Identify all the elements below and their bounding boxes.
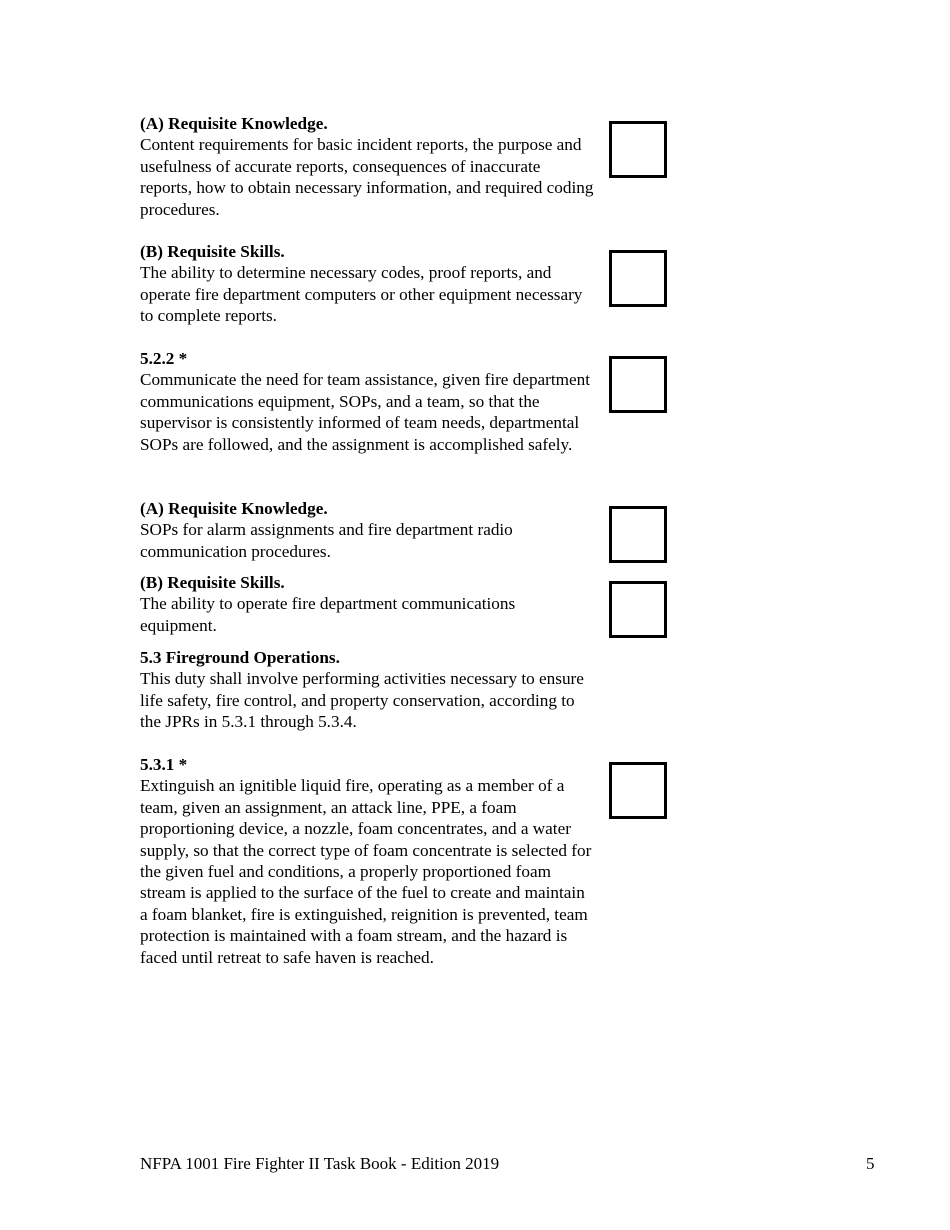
signoff-checkbox[interactable]	[609, 581, 667, 638]
section-text: SOPs for alarm assignments and fire department radio communication procedures.	[140, 520, 513, 561]
section-heading: 5.2.2 *	[140, 349, 188, 368]
section-5-3-1	[140, 754, 595, 968]
section-heading: 5.3 Fireground Operations.	[140, 648, 340, 667]
section-requisite-knowledge-1	[140, 113, 595, 220]
section-text: The ability to determine necessary codes, proof reports, and operate fire department computers or other equipment necessary to complete reports.	[140, 263, 583, 326]
section-heading: (A) Requisite Knowledge.	[140, 114, 328, 133]
section-5-2-2	[140, 348, 595, 455]
section-text: Extinguish an ignitible liquid fire, operating as a member of a team, given an assignment, an attack line, PPE, a foam proportioning device, a nozzle, foam concentrates, and a water supply, so that the correct type of foam concentrate is selected for the given fuel and conditions, a properly proportioned foam stream is applied to the surface of the fuel to create and maintain a foam blanket, fire is extinguished, reignition is prevented, team protection is maintained with a foam stream, and the hazard is faced until retreat to safe haven is reached.	[140, 776, 592, 967]
section-requisite-knowledge-2	[140, 498, 595, 562]
section-heading: (B) Requisite Skills.	[140, 573, 285, 592]
section-text: Content requirements for basic incident reports, the purpose and usefulness of accurate reports, consequences of inaccurate reports, how to obtain necessary information, and required coding procedures.	[140, 135, 594, 219]
signoff-checkbox[interactable]	[609, 121, 667, 178]
signoff-checkbox[interactable]	[609, 250, 667, 307]
section-requisite-skills-1	[140, 241, 595, 327]
section-heading: (B) Requisite Skills.	[140, 242, 285, 261]
footer-title: NFPA 1001 Fire Fighter II Task Book - Edition 2019	[140, 1154, 500, 1173]
signoff-checkbox[interactable]	[609, 506, 667, 563]
section-requisite-skills-2	[140, 572, 595, 636]
section-text: Communicate the need for team assistance, given fire department communications equipment, SOPs, and a team, so that the supervisor is consistently informed of team needs, departmental SOPs are followed, and the assignment is accomplished safely.	[140, 370, 591, 454]
section-text: The ability to operate fire department communications equipment.	[140, 594, 516, 635]
section-text: This duty shall involve performing activities necessary to ensure life safety, fire control, and property conservation, according to the JPRs in 5.3.1 through 5.3.4.	[140, 669, 584, 732]
page-number: 5	[866, 1154, 875, 1173]
section-heading: (A) Requisite Knowledge.	[140, 499, 328, 518]
section-heading: 5.3.1 *	[140, 755, 188, 774]
signoff-checkbox[interactable]	[609, 356, 667, 413]
section-5-3-fireground-operations	[140, 647, 595, 733]
signoff-checkbox[interactable]	[609, 762, 667, 819]
